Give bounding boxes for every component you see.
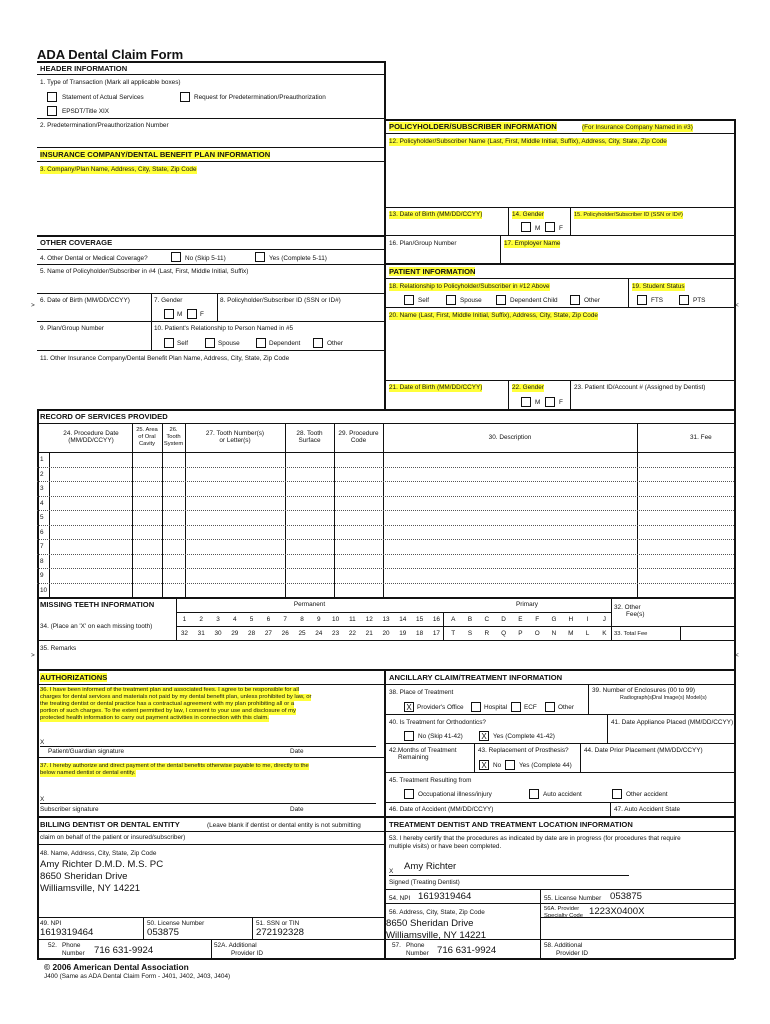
col25-a: 25. Area xyxy=(136,427,158,433)
tooth-primary[interactable]: D xyxy=(501,616,506,623)
q10-other-label: Other xyxy=(327,340,343,347)
q14-label: 14. Gender xyxy=(512,211,544,218)
services-heading: RECORD OF SERVICES PROVIDED xyxy=(40,412,168,421)
q39-label: 39. Number of Enclosures (00 to 99) xyxy=(592,687,696,694)
q10-other-checkbox[interactable] xyxy=(313,338,323,348)
q32-label-b: Fee(s) xyxy=(626,611,645,618)
service-row[interactable] xyxy=(50,481,734,496)
tooth-primary[interactable]: K xyxy=(602,630,607,637)
sig2-x: X xyxy=(40,796,45,803)
q7-m-checkbox[interactable] xyxy=(164,309,174,319)
q39-radiograph: Radiograph(s) xyxy=(620,695,654,701)
service-row-number: 4 xyxy=(40,499,44,507)
q52A-label-a: 52A. Additional xyxy=(214,942,257,949)
q58-label-b: Provider ID xyxy=(556,950,588,957)
q18-other-label: Other xyxy=(584,297,600,304)
q18-label: 18. Relationship to Policyholder/Subscriber in #12 Above xyxy=(389,283,550,290)
q14-f-label: F xyxy=(559,225,563,232)
tooth-permanent[interactable]: 17 xyxy=(432,630,440,637)
q10-label: 10. Patient's Relationship to Person Named in #5 xyxy=(154,325,294,332)
policyholder-heading: POLICYHOLDER/SUBSCRIBER INFORMATION xyxy=(389,122,557,131)
col29-a: 29. Procedure xyxy=(338,430,379,437)
q19-pts-checkbox[interactable] xyxy=(679,295,689,305)
tooth-primary[interactable]: E xyxy=(518,616,523,623)
billing-name: Amy Richter D.M.D. M.S. PC xyxy=(40,859,164,870)
tooth-permanent[interactable]: 14 xyxy=(399,616,407,623)
place-ecf-label: ECF xyxy=(524,704,537,711)
service-row-number: 6 xyxy=(40,528,44,536)
q3-label: 3. Company/Plan Name, Address, City, State, Zip Code xyxy=(40,166,197,173)
tooth-primary[interactable]: A xyxy=(451,616,456,623)
col29-b: Code xyxy=(350,437,367,444)
place-other-checkbox[interactable] xyxy=(545,702,555,712)
place-hospital-label: Hospital xyxy=(484,704,508,711)
margin-mark-left-2: > xyxy=(31,652,35,659)
q7-label: 7. Gender xyxy=(154,297,183,304)
service-row[interactable] xyxy=(50,467,734,482)
q39-oral-image: Oral Image(s) xyxy=(652,695,685,701)
service-row[interactable] xyxy=(50,539,734,554)
service-row[interactable] xyxy=(50,510,734,525)
tooth-permanent[interactable]: 15 xyxy=(416,616,424,623)
tooth-permanent[interactable]: 5 xyxy=(249,616,254,623)
q5-label: 5. Name of Policyholder/Subscriber in #4 (Last, First, Middle Initial, Suffix) xyxy=(40,268,249,275)
q52-label-c: Number xyxy=(62,950,85,957)
q32-label-a: 32. Other xyxy=(614,604,641,611)
tooth-primary[interactable]: N xyxy=(551,630,557,637)
q36-line-1: 36. I have been informed of the treatment plan and associated fees. I agree to be responsible for all xyxy=(40,687,300,693)
predet-checkbox[interactable] xyxy=(180,92,190,102)
tooth-permanent[interactable]: 32 xyxy=(180,630,188,637)
col26-a: 26. xyxy=(169,427,178,433)
service-row-number: 1 xyxy=(40,456,44,463)
q57-label-a: 57. xyxy=(392,942,401,949)
q18-spouse-label: Spouse xyxy=(460,297,482,304)
q12-label: 12. Policyholder/Subscriber Name (Last, First, Middle Initial, Suffix), Address, City, State, Zip Code xyxy=(389,138,667,145)
sig2-date-label: Date xyxy=(290,806,304,813)
ortho-no-checkbox[interactable] xyxy=(404,731,414,741)
tooth-primary[interactable]: F xyxy=(535,616,540,623)
margin-mark-right-2: < xyxy=(735,652,739,659)
treating-city: Williamsville, NY 14221 xyxy=(386,930,487,941)
other-accident-checkbox[interactable] xyxy=(612,789,622,799)
service-row-number: 3 xyxy=(40,485,44,492)
statement-label: Statement of Actual Services xyxy=(62,94,144,101)
place-hospital-checkbox[interactable] xyxy=(471,702,481,712)
q38-label: 38. Place of Treatment xyxy=(389,689,454,696)
prosthesis-no-label: No xyxy=(493,762,502,769)
auto-accident-checkbox[interactable] xyxy=(529,789,539,799)
q23-label: 23. Patient ID/Account # (Assigned by Dentist) xyxy=(574,384,706,391)
q19-pts-label: PTS xyxy=(693,297,706,304)
q19-label: 19. Student Status xyxy=(632,283,685,290)
tooth-primary[interactable]: H xyxy=(568,616,574,623)
place-other-label: Other xyxy=(558,704,574,711)
tooth-permanent[interactable]: 8 xyxy=(300,616,304,623)
service-row-number: 10 xyxy=(40,586,48,594)
q22-f-label: F xyxy=(559,399,563,406)
treating-phone: 716 631-9924 xyxy=(437,945,497,956)
q41-label: 41. Date Appliance Placed (MM/DD/CCYY) xyxy=(611,719,734,726)
tooth-primary[interactable]: I xyxy=(586,616,589,623)
q10-spouse-label: Spouse xyxy=(218,340,240,347)
q58-label-a: 58. Additional xyxy=(544,942,583,949)
q10-self-label: Self xyxy=(177,340,189,347)
q10-dep-label: Dependent xyxy=(269,340,301,347)
treating-license: 053875 xyxy=(610,891,643,902)
insurance-heading: INSURANCE COMPANY/DENTAL BENEFIT PLAN INFORMATION xyxy=(40,150,271,159)
tooth-primary[interactable]: S xyxy=(467,630,473,637)
treating-npi: 1619319464 xyxy=(418,891,472,902)
ancillary-heading: ANCILLARY CLAIM/TREATMENT INFORMATION xyxy=(389,673,563,682)
place-office-label: Provider's Office xyxy=(417,704,464,711)
occupational-label: Occupational illness/injury xyxy=(418,791,492,798)
q39-models: Model(s) xyxy=(686,695,707,701)
billing-note-2: claim on behalf of the patient or insured/subscriber) xyxy=(40,834,186,841)
q22-f-checkbox[interactable] xyxy=(545,397,555,407)
sig1-date-label: Date xyxy=(290,748,304,755)
tooth-permanent[interactable]: 4 xyxy=(233,616,237,623)
primary-label: Primary xyxy=(515,601,538,608)
q45-label: 45. Treatment Resulting from xyxy=(389,777,472,784)
tooth-permanent[interactable]: 7 xyxy=(283,616,287,623)
q35-label: 35. Remarks xyxy=(40,645,77,652)
q56-label: 56. Address, City, State, Zip Code xyxy=(389,909,485,916)
service-row[interactable] xyxy=(50,554,734,569)
q10-dep-checkbox[interactable] xyxy=(256,338,266,348)
q50-label: 50. License Number xyxy=(147,920,205,927)
q2-label: 2. Predetermination/Preauthorization Number xyxy=(40,122,169,129)
tooth-permanent[interactable]: 31 xyxy=(197,630,205,637)
tooth-permanent[interactable]: 12 xyxy=(365,616,373,623)
q57-label-c: Number xyxy=(406,950,429,957)
q56A-label-a: 56A. Provider xyxy=(544,906,580,912)
q37-line-2: below named dentist or dental entity. xyxy=(40,770,136,776)
predet-label: Request for Predetermination/Preauthorization xyxy=(194,94,326,101)
tooth-primary[interactable]: R xyxy=(484,630,490,637)
statement-checkbox[interactable] xyxy=(47,92,57,102)
q53-line-2: multiple visits) or have been completed. xyxy=(389,843,502,850)
tooth-primary[interactable]: M xyxy=(568,630,574,637)
billing-address: 8650 Sheridan Drive xyxy=(40,871,128,882)
tooth-primary[interactable]: L xyxy=(585,630,590,637)
q1-label: 1. Type of Transaction (Mark all applicable boxes) xyxy=(40,79,181,86)
q4-yes-checkbox[interactable] xyxy=(255,252,265,262)
tooth-permanent[interactable]: 29 xyxy=(231,630,239,637)
tooth-permanent[interactable]: 6 xyxy=(266,616,271,623)
missing-heading: MISSING TEETH INFORMATION xyxy=(40,600,155,609)
q33-label: 33. Total Fee xyxy=(614,631,648,637)
col26-b: Tooth xyxy=(166,434,181,440)
q46-label: 46. Date of Accident (MM/DD/CCYY) xyxy=(389,806,494,813)
service-row[interactable] xyxy=(50,568,734,583)
service-row-number: 5 xyxy=(40,514,44,521)
subscriber-signature-label: Subscriber signature xyxy=(40,806,99,813)
q18-dep-label: Dependent Child xyxy=(510,297,558,304)
q18-self-checkbox[interactable] xyxy=(404,295,414,305)
tooth-primary[interactable]: T xyxy=(451,630,456,637)
tooth-permanent[interactable]: 25 xyxy=(298,630,306,637)
col28-a: 28. Tooth xyxy=(296,430,323,437)
service-row[interactable] xyxy=(50,583,734,598)
q57-label-b: Phone xyxy=(406,942,425,949)
tooth-primary[interactable]: C xyxy=(484,616,490,623)
tooth-permanent[interactable]: 21 xyxy=(365,630,373,637)
service-row[interactable] xyxy=(50,496,734,511)
q52-label-a: 52. xyxy=(48,942,57,949)
q18-spouse-checkbox[interactable] xyxy=(446,295,456,305)
col24-label: 24. Procedure Date xyxy=(63,430,119,437)
prosthesis-yes-checkbox[interactable] xyxy=(505,760,515,770)
q48-label: 48. Name, Address, City, State, Zip Code xyxy=(40,850,157,857)
q4-no-checkbox[interactable] xyxy=(171,252,181,262)
billing-phone: 716 631-9924 xyxy=(94,945,154,956)
prosthesis-no-checkbox[interactable]: X xyxy=(479,760,489,770)
tooth-permanent[interactable]: 1 xyxy=(182,616,187,623)
q7-f-checkbox[interactable] xyxy=(187,309,197,319)
q36-line-3: the treating dentist or dental practice has a contractual agreement with my plan prohibiting all or a xyxy=(40,701,295,707)
q44-label: 44. Date Prior Placement (MM/DD/CCYY) xyxy=(584,747,703,754)
q52A-label-b: Provider ID xyxy=(231,950,263,957)
tooth-permanent[interactable]: 3 xyxy=(216,616,220,623)
billing-tin: 272192328 xyxy=(256,927,305,938)
tooth-primary[interactable]: G xyxy=(551,616,557,623)
service-row-number: 2 xyxy=(40,470,44,478)
q22-m-checkbox[interactable] xyxy=(521,397,531,407)
q47-label: 47. Auto Accident State xyxy=(614,806,681,813)
patient-signature-label: Patient/Guardian signature xyxy=(48,748,125,755)
q10-spouse-checkbox[interactable] xyxy=(205,338,215,348)
q7-m-label: M xyxy=(177,311,183,318)
col26-c: System xyxy=(163,441,184,447)
tooth-permanent[interactable]: 13 xyxy=(382,616,390,623)
billing-heading: BILLING DENTIST OR DENTAL ENTITY xyxy=(40,820,180,829)
q20-label: 20. Name (Last, First, Middle Initial, Suffix), Address, City, State, Zip Code xyxy=(389,312,598,319)
q36-line-4: portion of such charges. To the extent permitted by law, I consent to your use and disclosure of my xyxy=(40,708,296,714)
q17-label: 17. Employer Name xyxy=(504,240,561,247)
ortho-yes-checkbox[interactable]: X xyxy=(479,731,489,741)
q14-m-label: M xyxy=(535,225,541,232)
q43-label: 43. Replacement of Prosthesis? xyxy=(478,747,569,754)
place-office-checkbox[interactable]: X xyxy=(404,702,414,712)
tooth-permanent[interactable]: 16 xyxy=(432,616,440,623)
tooth-primary[interactable]: P xyxy=(518,630,523,637)
sig1-x: X xyxy=(40,739,45,746)
tooth-permanent[interactable]: 30 xyxy=(214,630,222,637)
tooth-permanent[interactable]: 24 xyxy=(315,630,323,637)
treating-specialty: 1223X0400X xyxy=(589,906,645,917)
tooth-permanent[interactable]: 9 xyxy=(317,616,321,623)
col27-b: or Letter(s) xyxy=(219,437,251,444)
q54-label: 54. NPI xyxy=(389,895,411,902)
tooth-permanent[interactable]: 19 xyxy=(399,630,407,637)
col30-label: 30. Description xyxy=(488,434,532,441)
service-row[interactable] xyxy=(50,525,734,540)
margin-mark-left: > xyxy=(31,302,35,309)
q9-label: 9. Plan/Group Number xyxy=(40,325,104,332)
q4-yes-label: Yes (Complete 5-11) xyxy=(269,255,327,262)
q52-label-b: Phone xyxy=(62,942,81,949)
q18-other-checkbox[interactable] xyxy=(570,295,580,305)
ortho-no-label: No (Skip 41-42) xyxy=(418,733,463,740)
q18-dep-checkbox[interactable] xyxy=(496,295,506,305)
tooth-permanent[interactable]: 28 xyxy=(248,630,256,637)
q15-label: 15. Policyholder/Subscriber ID (SSN or ID#) xyxy=(574,212,683,218)
q10-self-checkbox[interactable] xyxy=(164,338,174,348)
billing-license: 053875 xyxy=(147,927,180,938)
permanent-label: Permanent xyxy=(293,601,326,608)
service-row[interactable] xyxy=(50,452,734,467)
tooth-permanent[interactable]: 11 xyxy=(349,616,356,623)
service-row-number: 8 xyxy=(40,557,44,565)
q21-label: 21. Date of Birth (MM/DD/CCYY) xyxy=(389,384,483,391)
place-ecf-checkbox[interactable] xyxy=(511,702,521,712)
service-row-number: 7 xyxy=(40,543,44,550)
q42-label-b: Remaining xyxy=(398,754,429,761)
tooth-primary[interactable]: Q xyxy=(501,630,507,637)
other-coverage-heading: OTHER COVERAGE xyxy=(40,238,113,247)
q11-label: 11. Other Insurance Company/Dental Benefit Plan Name, Address, City, State, Zip Code xyxy=(40,355,290,362)
form-title: ADA Dental Claim Form xyxy=(37,47,184,62)
auth-heading: AUTHORIZATIONS xyxy=(40,673,108,682)
tooth-permanent[interactable]: 27 xyxy=(264,630,272,637)
q22-label: 22. Gender xyxy=(512,384,544,391)
col28-b: Surface xyxy=(298,437,321,444)
col24-sub: (MM/DD/CCYY) xyxy=(68,437,114,444)
q40-label: 40. Is Treatment for Orthodontics? xyxy=(389,719,486,726)
tooth-permanent[interactable]: 23 xyxy=(332,630,340,637)
q55-label: 55. License Number xyxy=(544,895,602,902)
treating-address: 8650 Sheridan Drive xyxy=(386,918,474,929)
epsdt-checkbox[interactable] xyxy=(47,106,57,116)
q7-f-label: F xyxy=(200,311,204,318)
form-number: J400 (Same as ADA Dental Claim Form - J401, J402, J403, J404) xyxy=(44,973,231,980)
q42-label-a: 42.Months of Treatment xyxy=(389,747,457,754)
treating-sig-x: X xyxy=(389,868,394,875)
q8-label: 8. Policyholder/Subscriber ID (SSN or ID#) xyxy=(220,297,341,304)
q14-m-checkbox[interactable] xyxy=(521,222,531,232)
other-accident-label: Other accident xyxy=(626,791,668,798)
auto-accident-label: Auto accident xyxy=(543,791,582,798)
copyright: © 2006 American Dental Association xyxy=(44,962,189,972)
tooth-primary[interactable]: O xyxy=(534,630,540,637)
tooth-permanent[interactable]: 18 xyxy=(416,630,424,637)
q4-no-label: No (Skip 5-11) xyxy=(185,255,226,262)
col27-a: 27. Tooth Number(s) xyxy=(205,430,265,437)
policyholder-note: (For Insurance Company Named in #3) xyxy=(582,124,693,131)
header-heading: HEADER INFORMATION xyxy=(40,64,128,73)
q49-label: 49. NPI xyxy=(40,920,62,927)
occupational-checkbox[interactable] xyxy=(404,789,414,799)
col25-c: Cavity xyxy=(138,441,156,447)
q34-label: 34. (Place an 'X' on each missing tooth) xyxy=(40,623,153,630)
col25-b: of Oral xyxy=(138,434,156,440)
q4-label: 4. Other Dental or Medical Coverage? xyxy=(40,255,148,262)
q19-fts-checkbox[interactable] xyxy=(637,295,647,305)
q16-label: 16. Plan/Group Number xyxy=(389,240,457,247)
tooth-permanent[interactable]: 10 xyxy=(332,616,340,623)
q13-label: 13. Date of Birth (MM/DD/CCYY) xyxy=(389,211,483,218)
tooth-permanent[interactable]: 22 xyxy=(348,630,356,637)
q18-self-label: Self xyxy=(418,297,430,304)
q6-label: 6. Date of Birth (MM/DD/CCYY) xyxy=(40,297,130,304)
service-row-number: 9 xyxy=(40,572,44,579)
treating-heading: TREATMENT DENTIST AND TREATMENT LOCATION INFORMATION xyxy=(389,820,633,829)
treating-signed-label: Signed (Treating Dentist) xyxy=(389,879,460,886)
col31-label: 31. Fee xyxy=(690,434,712,441)
q51-label: 51. SSN or TIN xyxy=(256,920,300,927)
patient-heading: PATIENT INFORMATION xyxy=(389,267,476,276)
prosthesis-yes-label: Yes (Complete 44) xyxy=(519,762,572,769)
tooth-permanent[interactable]: 26 xyxy=(281,630,289,637)
billing-city: Williamsville, NY 14221 xyxy=(40,883,141,894)
q22-m-label: M xyxy=(535,399,541,406)
billing-note: (Leave blank if dentist or dental entity is not submitting xyxy=(207,822,361,829)
tooth-primary[interactable]: B xyxy=(467,616,473,623)
q36-line-2: charges for dental services and materials not paid by my dental benefit plan, unless prohibited by law, or xyxy=(40,694,312,700)
ortho-yes-label: Yes (Complete 41-42) xyxy=(493,733,555,740)
tooth-permanent[interactable]: 2 xyxy=(199,616,203,623)
billing-npi: 1619319464 xyxy=(40,927,94,938)
q19-fts-label: FTS xyxy=(651,297,664,304)
q37-line-1: 37. I hereby authorize and direct payment of the dental benefits otherwise payable to me, directly to the xyxy=(40,763,309,769)
q14-f-checkbox[interactable] xyxy=(545,222,555,232)
epsdt-label: EPSDT/Title XIX xyxy=(62,108,109,115)
tooth-permanent[interactable]: 20 xyxy=(382,630,390,637)
margin-mark-right: < xyxy=(735,302,739,309)
q56A-label-b: Specialty Code xyxy=(544,913,583,919)
treating-signature[interactable]: Amy Richter xyxy=(404,861,457,872)
tooth-primary[interactable]: J xyxy=(602,616,606,623)
q36-line-5: protected health information to carry out payment activities in connection with this claim. xyxy=(40,715,269,721)
q53-line-1: 53. I hereby certify that the procedures as indicated by date are in progress (for procedures that require xyxy=(389,835,681,842)
